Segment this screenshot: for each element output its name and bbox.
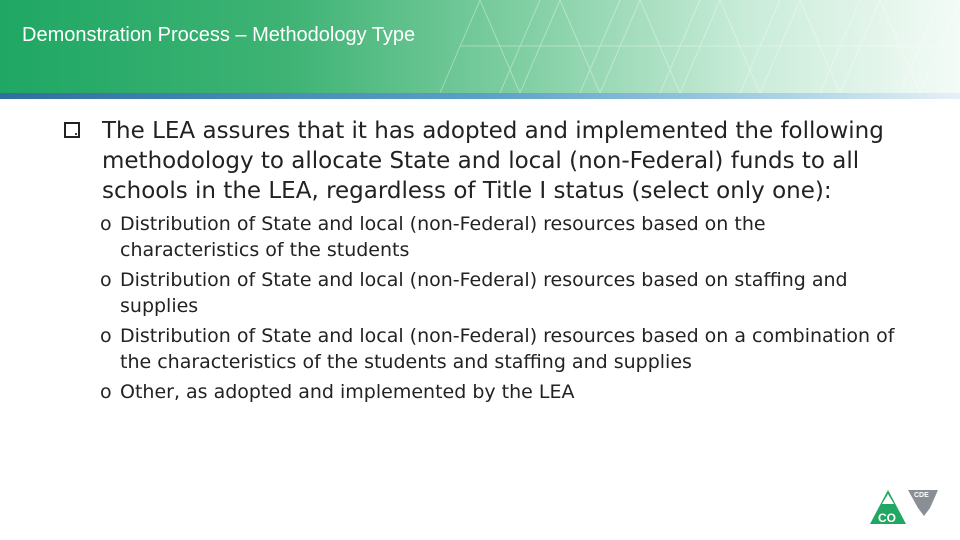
option-marker: o (100, 381, 112, 403)
option-item (100, 380, 904, 406)
option-marker: o (100, 325, 112, 347)
option-text: Distribution of State and local (non-Federal) resources based on staffing and supplies (120, 269, 848, 317)
option-list (64, 212, 904, 406)
slide-title: Demonstration Process – Methodology Type (22, 24, 416, 46)
option-item (100, 324, 904, 375)
header-accent-bar (0, 93, 960, 99)
logo-cde-text: CDE (914, 492, 929, 499)
option-item (100, 212, 904, 263)
option-text: Distribution of State and local (non-Federal) resources based on the characteristics of the students (120, 213, 766, 261)
checkbox-bullet-icon (64, 122, 80, 138)
option-marker: o (100, 269, 112, 291)
header-triangle-pattern (440, 0, 960, 93)
main-bullet (64, 116, 904, 206)
slide-header (0, 0, 960, 93)
slide-body (64, 116, 904, 411)
option-text: Distribution of State and local (non-Federal) resources based on a combination of the characteristics of the students and staffing and supplies (120, 325, 895, 373)
logo-co-text: CO (878, 511, 896, 525)
main-bullet-text: The LEA assures that it has adopted and implemented the following methodology to allocate State and local (non-Federal) funds to all schools in the LEA, regardless of Title I status (select only one): (102, 118, 884, 204)
option-marker: o (100, 213, 112, 235)
cde-colorado-logo (868, 486, 944, 526)
option-item (100, 268, 904, 319)
option-text: Other, as adopted and implemented by the LEA (120, 381, 575, 403)
